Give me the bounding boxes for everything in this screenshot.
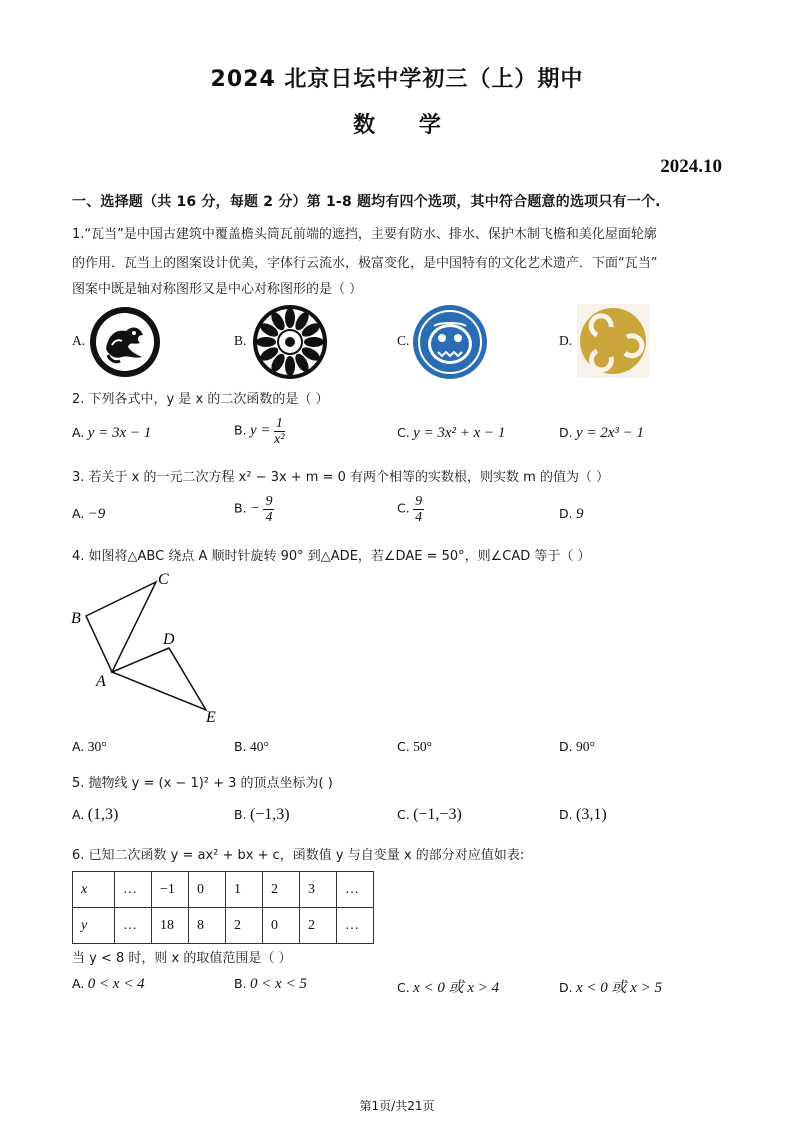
q4-option-a-label: A. [72,739,85,754]
table-cell: 2 [300,908,337,944]
q1-option-a-label: A. [72,333,86,348]
q2-option-b-lhs: y = [249,422,271,439]
q6-option-d-text: x < 0 或 x > 5 [575,980,663,996]
q4-option-c-label: C. [397,739,410,754]
q3-option-c-label: C. [397,500,410,516]
q5-option-d-label: D. [559,807,573,822]
q2-option-d [559,425,644,442]
q6-option-b-text: 0 < x < 5 [249,976,307,992]
q4-option-a-text: 30° [87,739,107,754]
q3-option-b-fraction [263,494,274,525]
table-cell: 18 [152,908,189,944]
q1-option-b-label: B. [234,333,247,348]
q6-option-d [559,976,662,997]
q4-option-a [72,739,107,755]
page-number: 第1页/共21页 [359,1099,435,1113]
q6-option-c-label: C. [397,980,410,995]
q6-option-c [397,976,499,997]
label-a: A [96,673,106,690]
q3-option-d-label: D. [559,506,573,521]
table-cell: 2 [263,872,300,908]
q3-option-d [559,506,583,523]
q4-option-d-text: 90° [575,739,595,754]
tile-lotus-image [252,304,328,380]
q5-stem: 5. 抛物线 y = (x − 1)² + 3 的顶点坐标为( ) [72,776,333,791]
q2-option-c-text: y = 3x² + x − 1 [413,425,506,441]
label-b: B [71,610,81,627]
q2-option-b-fraction [274,416,285,447]
q5-option-b [234,806,290,824]
q4-triangles [86,582,206,710]
q3-option-b-label: B. [234,500,247,516]
q1-line-2: 的作用．瓦当上的图案设计优美，字体行云流水，极富变化，是中国特有的文化艺术遗产．下面“瓦当” [72,256,658,271]
label-d: D [163,631,175,648]
section-heading: 一、选择题（共 16 分，每题 2 分）第 1-8 题均有四个选项，其中符合题意的选项只有一个. [72,194,661,210]
q4-option-b-label: B. [234,739,247,754]
q2-option-b [234,416,285,447]
q1-line-3: 图案中既是轴对称图形又是中心对称图形的是（ ） [72,282,363,297]
q3-option-c-numerator: 9 [415,494,423,509]
q3-stem: 3. 若关于 x 的一元二次方程 x² − 3x + m = 0 有两个相等的实数根，则实数 m 的值为（ ） [72,470,610,485]
tile-cloud-image [577,304,649,378]
q6-option-d-label: D. [559,980,573,995]
table-row-x [73,872,374,908]
label-c: C [158,571,169,588]
q2-option-a-text: y = 3x − 1 [87,425,152,441]
table-cell: y [73,908,115,944]
q5-option-b-text: (−1,3) [249,806,290,823]
q4-option-b-text: 40° [249,739,269,754]
q2-option-d-text: y = 2x³ − 1 [575,425,645,441]
q4-option-d-label: D. [559,739,573,754]
q2-option-b-label: B. [234,422,247,438]
q1-option-c-label: C. [397,333,410,348]
subject-char-1: 数 [353,113,376,138]
q6-option-b [234,976,307,993]
page-title: 2024 北京日坛中学初三（上）期中 [210,67,584,92]
q1-option-d-label: D. [559,333,573,348]
q6-option-a-text: 0 < x < 4 [87,976,145,992]
q3-option-b-numerator: 9 [265,494,273,509]
table-cell: x [73,872,115,908]
q5-option-a [72,806,118,824]
q1-line-1: 1.“瓦当”是中国古建筑中覆盖檐头筒瓦前端的遮挡，主要有防水、排水、保护木制飞檐和美化屋面轮廓 [72,227,657,242]
q6-option-c-text: x < 0 或 x > 4 [413,980,500,996]
q4-option-d [559,739,595,755]
table-row-y [73,908,374,944]
table-cell: 0 [263,908,300,944]
q6-follow-up: 当 y < 8 时，则 x 的取值范围是（ ） [72,951,292,966]
table-cell: 1 [226,872,263,908]
q5-option-a-label: A. [72,807,85,822]
table-cell: … [115,872,152,908]
q3-option-c-denominator: 4 [415,510,423,525]
q3-option-c [397,494,424,525]
q6-stem: 6. 已知二次函数 y = ax² + bx + c，函数值 y 与自变量 x 的部分对应值如表: [72,848,525,863]
q4-option-c [397,739,432,755]
subject-title [0,108,794,139]
q2-option-c [397,425,505,442]
q3-option-d-text: 9 [575,506,584,522]
table-cell: … [337,908,374,944]
q4-rotation-figure [66,568,236,728]
q3-option-b-sign: − [249,500,261,517]
q2-stem: 2. 下列各式中，y 是 x 的二次函数的是（ ） [72,392,329,407]
q2-option-d-label: D. [559,425,573,440]
q5-option-a-text: (1,3) [87,806,119,823]
q3-option-b [234,494,274,525]
table-cell: 0 [189,872,226,908]
label-e: E [206,709,216,726]
q5-option-c-text: (−1,−3) [413,806,462,823]
q3-option-a-label: A. [72,506,85,521]
triangle-ade [112,648,206,710]
table-cell: 3 [300,872,337,908]
q5-option-c-label: C. [397,807,410,822]
q2-option-a-label: A. [72,425,85,440]
q3-option-a-text: −9 [87,506,106,522]
q6-option-a [72,976,145,993]
q2-option-b-denominator: x² [274,432,285,447]
q4-option-b [234,739,269,755]
q2-option-a [72,425,151,442]
tile-tiger-image [88,305,162,379]
table-cell: 2 [226,908,263,944]
q2-option-b-numerator: 1 [275,416,283,431]
subject-char-2: 学 [418,113,441,138]
q3-option-c-fraction [413,494,424,525]
q6-option-b-label: B. [234,976,247,991]
q4-option-c-text: 50° [413,739,432,754]
table-cell: … [115,908,152,944]
q5-option-c [397,806,462,824]
table-cell: 8 [189,908,226,944]
q5-option-d-text: (3,1) [575,806,607,823]
exam-date: 2024.10 [660,156,722,177]
q2-option-c-label: C. [397,425,410,440]
table-cell: … [337,872,374,908]
q4-stem: 4. 如图将△ABC 绕点 A 顺时针旋转 90° 到△ADE，若∠DAE = 50°，则∠CAD 等于（ ） [72,549,591,564]
q5-option-d [559,806,607,824]
q3-option-b-denominator: 4 [265,510,273,525]
q6-value-table [72,871,374,944]
q5-option-b-label: B. [234,807,247,822]
q6-option-a-label: A. [72,976,85,991]
q3-option-a [72,506,105,523]
table-cell: −1 [152,872,189,908]
tile-mask-image [412,304,488,380]
